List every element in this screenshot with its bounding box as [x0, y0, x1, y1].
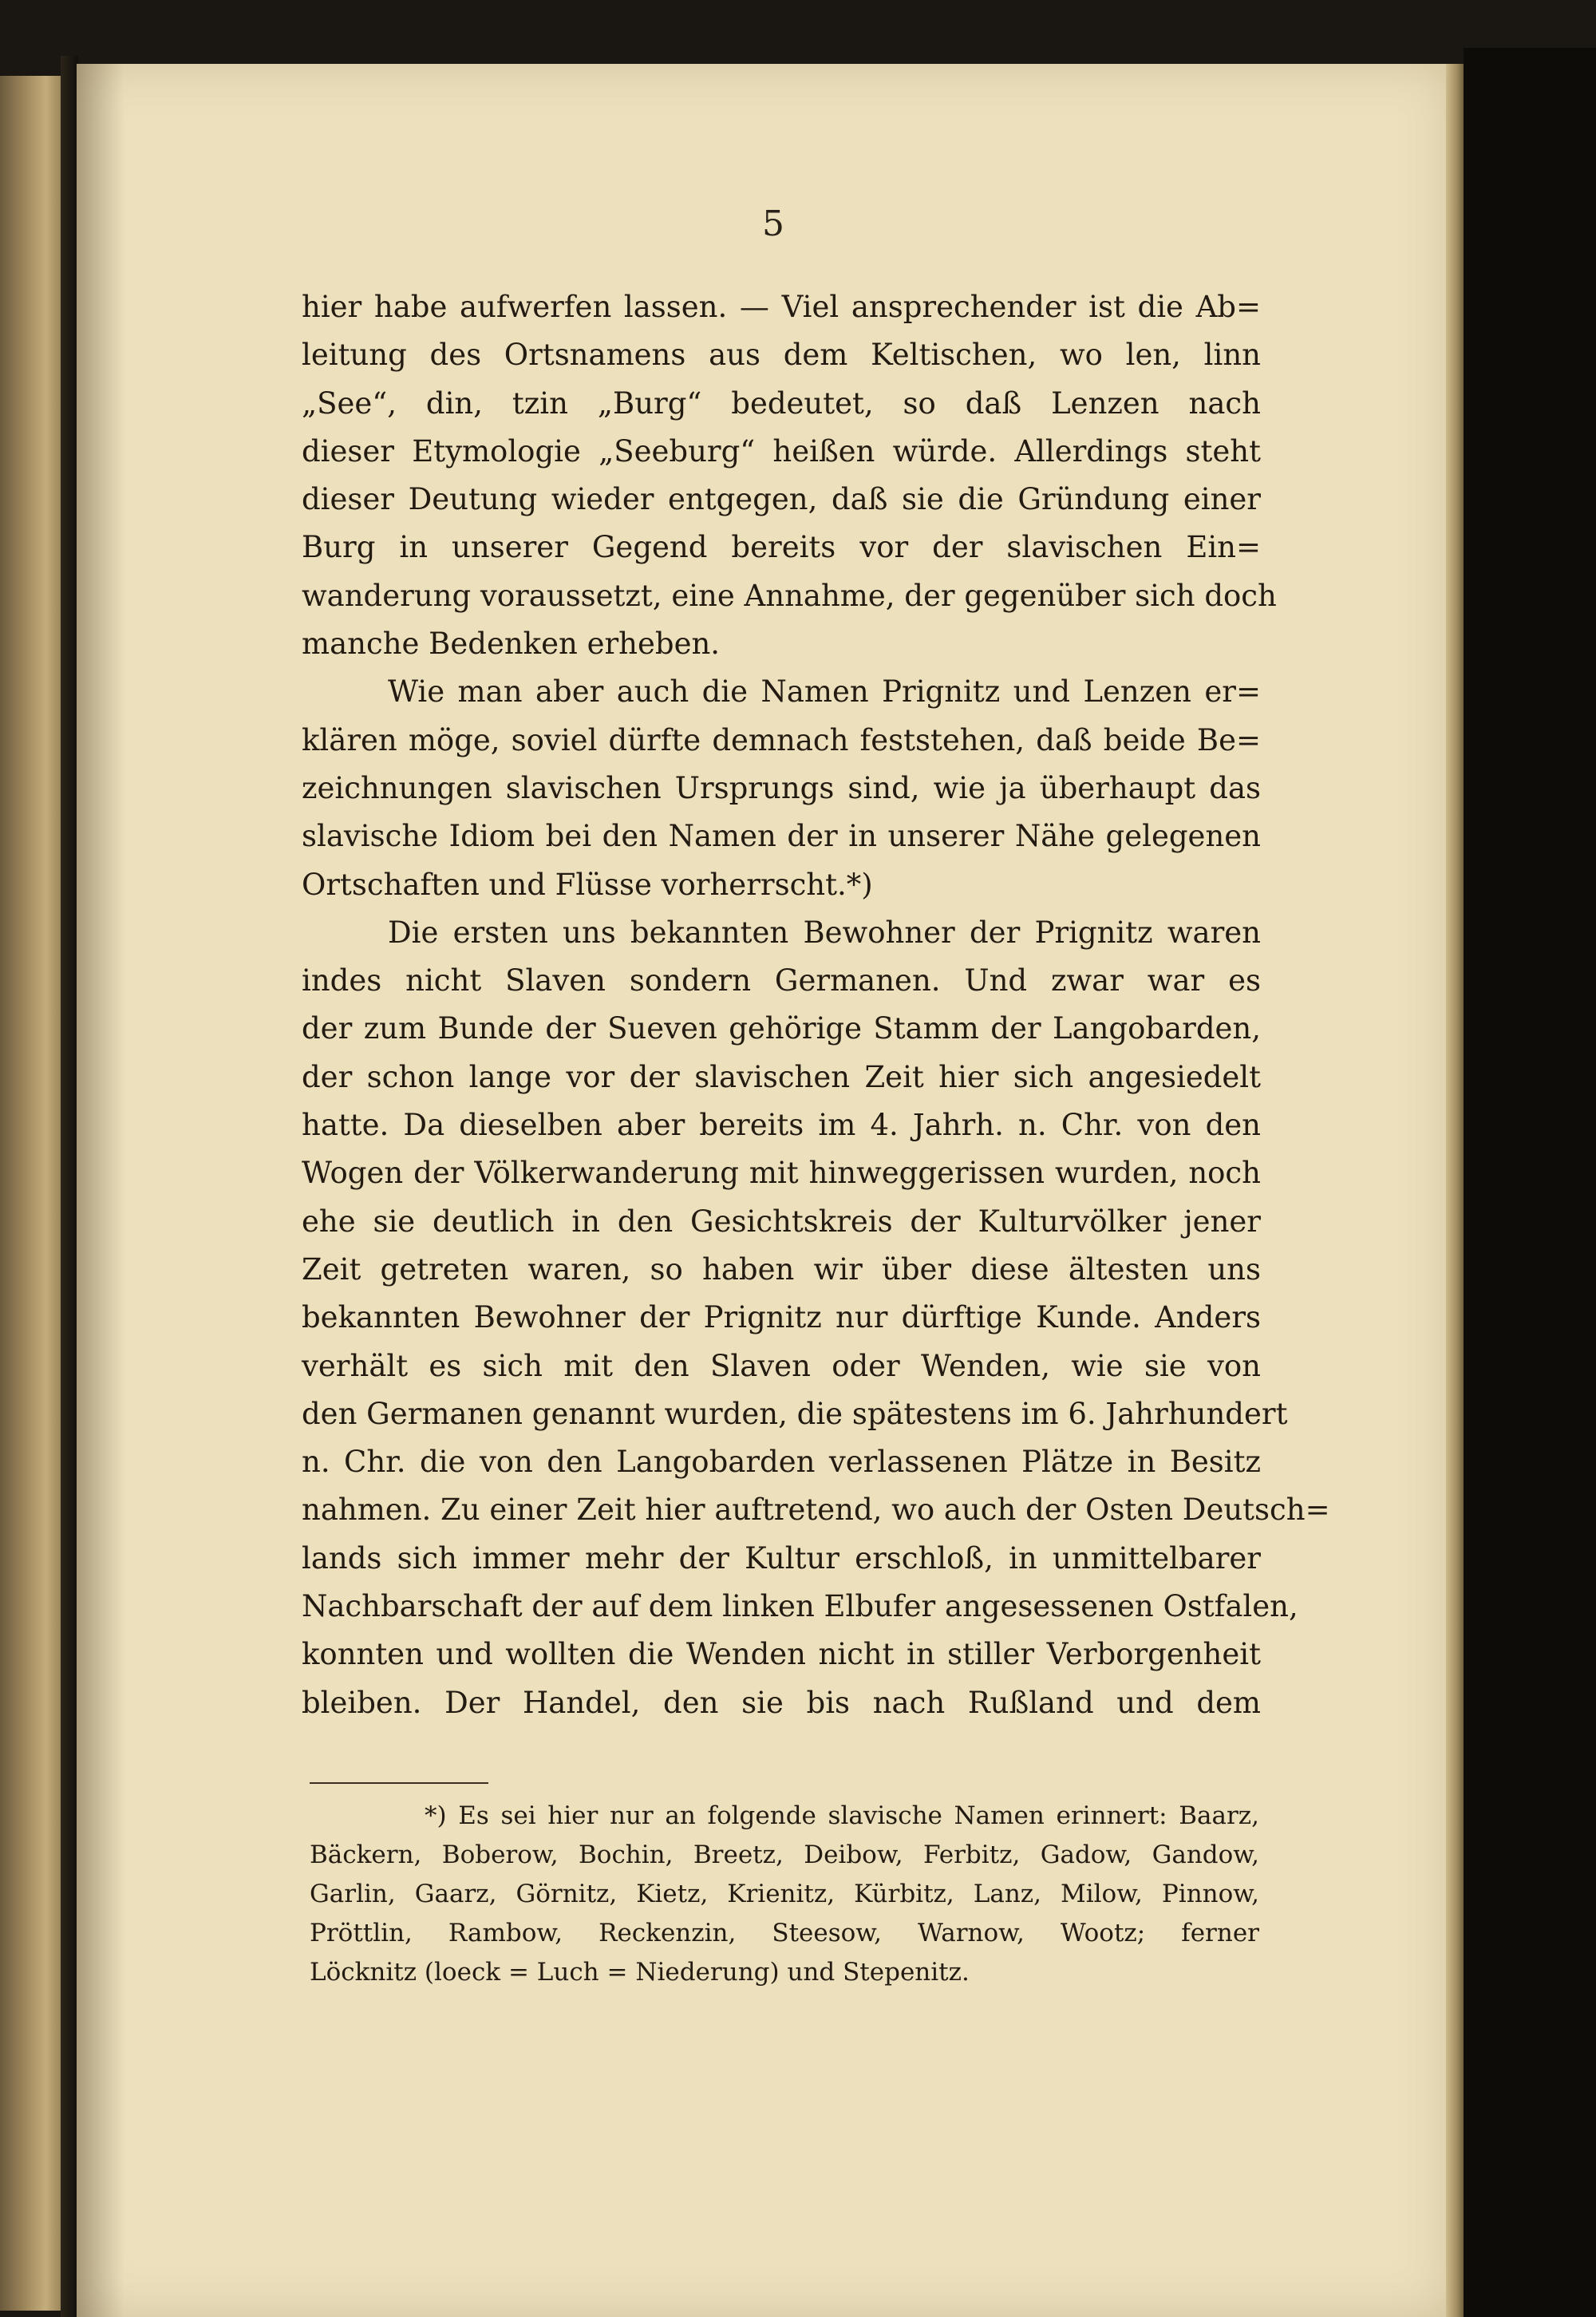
footnote-line: Löcknitz (loeck = Luch = Niederung) und Stepenitz.: [310, 1958, 970, 1987]
text-line: zeichnungen slavischen Ursprungs sind, wie ja überhaupt das: [302, 770, 1261, 805]
text-line: manche Bedenken erheben.: [302, 627, 721, 662]
text-line: konnten und wollten die Wenden nicht in stiller Verborgenheit: [302, 1637, 1261, 1672]
footnote-line: Garlin, Gaarz, Görnitz, Kietz, Krienitz, Kürbitz, Lanz, Milow, Pinnow,: [310, 1880, 1259, 1908]
text-line: Wie man aber auch die Namen Prignitz und Lenzen er=: [388, 674, 1261, 710]
footnote-line: Bäckern, Boberow, Bochin, Breetz, Deibow, Ferbitz, Gadow, Gandow,: [310, 1841, 1259, 1869]
text-line: lands sich immer mehr der Kultur erschloß, in unmittelbarer: [302, 1540, 1261, 1576]
text-line: hatte. Da dieselben aber bereits im 4. Jahrh. n. Chr. von den: [302, 1108, 1261, 1143]
text-line: nahmen. Zu einer Zeit hier auftretend, wo auch der Osten Deutsch=: [302, 1493, 1330, 1528]
main-text: [302, 283, 1330, 1727]
page-number: 5: [762, 204, 784, 244]
text-line: „See“, din, tzin „Burg“ bedeutet, so daß Lenzen nach: [302, 386, 1261, 421]
footnote-line: Pröttlin, Rambow, Reckenzin, Steesow, Warnow, Wootz; ferner: [310, 1919, 1259, 1947]
text-line: Zeit getreten waren, so haben wir über diese ältesten uns: [302, 1251, 1261, 1287]
text-line: bekannten Bewohner der Prignitz nur dürftige Kunde. Anders: [302, 1300, 1261, 1335]
text-line: leitung des Ortsnamens aus dem Keltischen, wo len, linn: [302, 338, 1261, 373]
text-line: der schon lange vor der slavischen Zeit hier sich angesiedelt: [302, 1059, 1261, 1094]
text-line: hier habe aufwerfen lassen. — Viel ansprechender ist die Ab=: [302, 290, 1261, 324]
previous-page-edge: [0, 76, 65, 2311]
text-line: slavische Idiom bei den Namen der in unserer Nähe gelegenen: [302, 819, 1261, 854]
page-fold-shadow: [77, 64, 124, 2317]
text-line: wanderung voraussetzt, eine Annahme, der gegenüber sich doch: [302, 578, 1277, 613]
text-line: Nachbarschaft der auf dem linken Elbufer angesessenen Ostfalen,: [302, 1589, 1298, 1624]
text-line: Ortschaften und Flüsse vorherrscht.*): [302, 867, 873, 902]
text-line: verhält es sich mit den Slaven oder Wenden, wie sie von: [302, 1348, 1261, 1383]
text-line: bleiben. Der Handel, den sie bis nach Rußland und dem: [302, 1685, 1261, 1720]
book-cover-board: [1464, 48, 1596, 2317]
text-line: dieser Deutung wieder entgegen, daß sie die Gründung einer: [302, 482, 1261, 517]
text-line: dieser Etymologie „Seeburg“ heißen würde. Allerdings steht: [302, 433, 1261, 469]
text-line: ehe sie deutlich in den Gesichtskreis der Kulturvölker jener: [302, 1204, 1261, 1239]
text-line: Burg in unserer Gegend bereits vor der slavischen Ein=: [302, 530, 1261, 565]
text-line: klären möge, soviel dürfte demnach feststehen, daß beide Be=: [302, 722, 1261, 757]
footnote: [310, 1797, 1259, 1992]
footnote-separator: [310, 1782, 488, 1784]
footnote-line: *) Es sei hier nur an folgende slavische Namen erinnert: Baarz,: [425, 1801, 1259, 1830]
text-line: der zum Bunde der Sueven gehörige Stamm der Langobarden,: [302, 1011, 1261, 1046]
text-line: n. Chr. die von den Langobarden verlassenen Plätze in Besitz: [302, 1445, 1261, 1480]
page-edge: [1446, 64, 1464, 2317]
text-line: den Germanen genannt wurden, die spätestens im 6. Jahrhundert: [302, 1396, 1288, 1431]
text-line: indes nicht Slaven sondern Germanen. Und zwar war es: [302, 963, 1261, 998]
text-line: Wogen der Völkerwanderung mit hinweggerissen wurden, noch: [302, 1156, 1261, 1191]
text-line: Die ersten uns bekannten Bewohner der Prignitz waren: [388, 915, 1261, 950]
book-gutter: [61, 56, 78, 2317]
